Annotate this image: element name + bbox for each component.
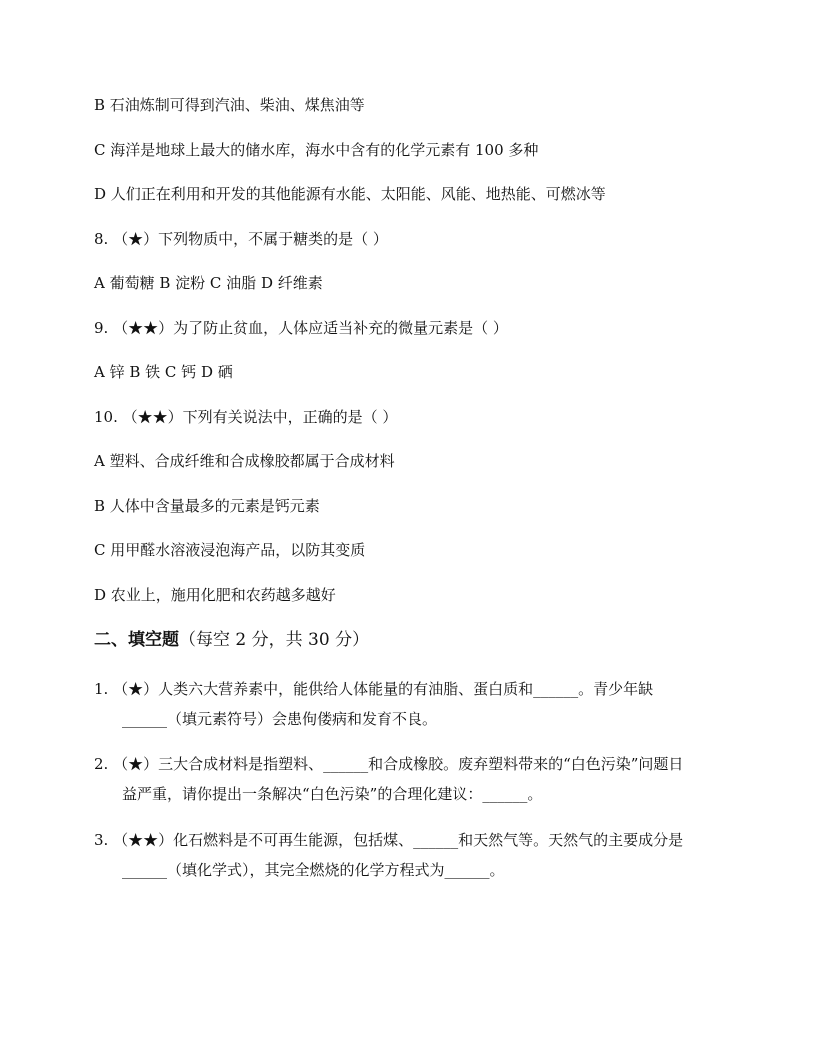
question-10-option-a: A 塑料、合成纤维和合成橡胶都属于合成材料 [94,452,395,470]
question-10-option-c: C 用甲醛水溶液浸泡海产品，以防其变质 [94,541,366,559]
question-10-option-d: D 农业上，施用化肥和农药越多越好 [94,586,336,604]
question-9: 9. （★★）为了防止贫血，人体应适当补充的微量元素是（ ） [94,319,508,337]
question-8-options: A 葡萄糖 B 淀粉 C 油脂 D 纤维素 [94,274,323,292]
question-10-option-b: B 人体中含量最多的元素是钙元素 [94,497,320,515]
fill-question-3-line-1: 3. （★★）化石燃料是不可再生能源，包括煤、______和天然气等。天然气的主要成分是 [94,831,684,849]
option-d-line: D 人们正在利用和开发的其他能源有水能、太阳能、风能、地热能、可燃冰等 [94,185,606,203]
section-score-note: （每空 2 分，共 30 分） [179,630,370,650]
section-heading [94,628,369,652]
fill-question-2-line-2: 益严重，请你提出一条解决“白色污染”的合理化建议：______。 [122,785,543,803]
fill-question-1-line-1: 1. （★）人类六大营养素中，能供给人体能量的有油脂、蛋白质和______。青少年缺 [94,680,654,698]
question-10: 10. （★★）下列有关说法中，正确的是（ ） [94,408,398,426]
question-9-options: A 锌 B 铁 C 钙 D 硒 [94,363,233,381]
section-title: 二、填空题 [94,630,179,650]
fill-question-2 [94,753,724,803]
fill-question-1-line-2: ______（填元素符号）会患佝偻病和发育不良。 [122,710,438,728]
question-8: 8. （★）下列物质中，不属于糖类的是（ ） [94,230,388,248]
option-b-line: B 石油炼制可得到汽油、柴油、煤焦油等 [94,96,365,114]
fill-question-3 [94,829,724,879]
fill-question-1 [94,678,724,728]
fill-question-2-line-1: 2. （★）三大合成材料是指塑料、______和合成橡胶。废弃塑料带来的“白色污染”问题日 [94,755,684,773]
fill-question-3-line-2: ______（填化学式），其完全燃烧的化学方程式为______。 [122,861,505,879]
option-c-line: C 海洋是地球上最大的储水库，海水中含有的化学元素有 100 多种 [94,141,539,159]
